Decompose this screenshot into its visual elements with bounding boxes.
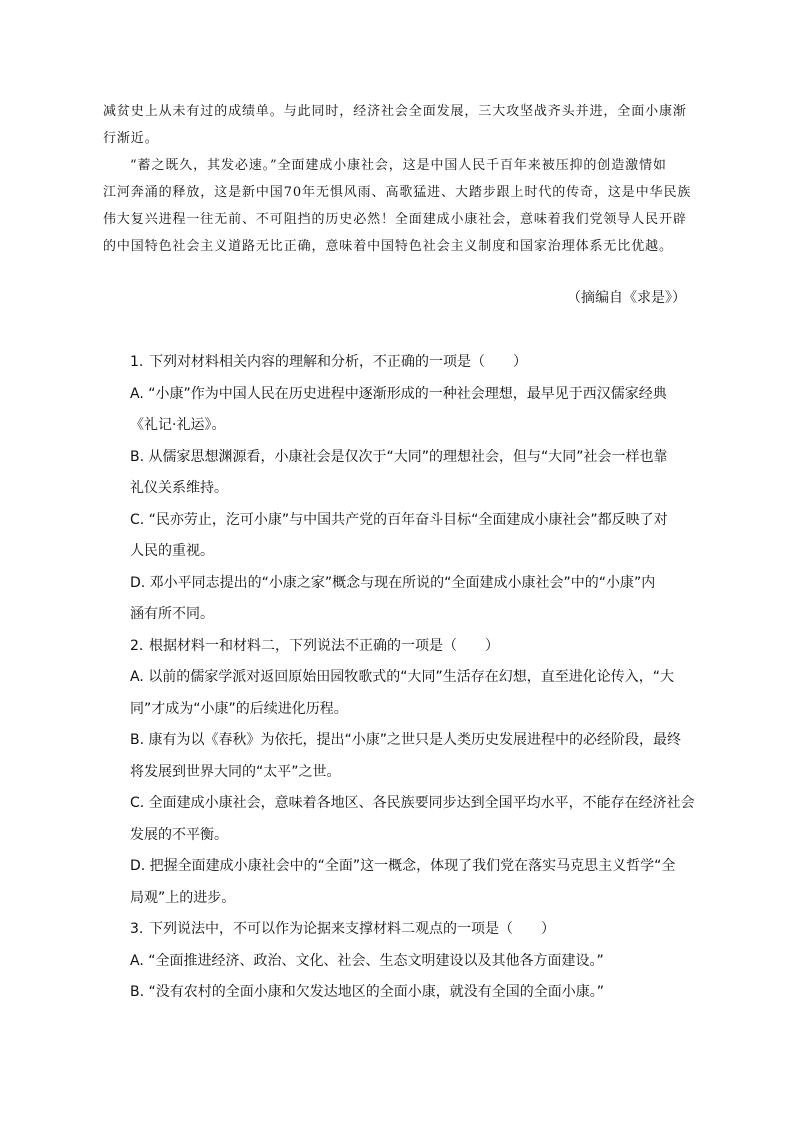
passage-line: “蓄之既久，其发必速。”全面建成小康社会，这是中国人民千百年来被压抑的创造激情如	[130, 158, 667, 173]
reading-passage	[103, 98, 693, 260]
option-line: D. 把握全面建成小康社会中的“全面”这一概念，体现了我们党在落实马克思主义哲学“全	[130, 858, 676, 874]
option-line: A. “小康”作为中国人民在历史进程中逐渐形成的一种社会理想，最早见于西汉儒家经典	[130, 385, 667, 402]
passage-paragraph	[103, 152, 693, 260]
option-line: A. 以前的儒家学派对返回原始田园牧歌式的“大同”生活存在幻想，直至进化论传入，“大	[130, 669, 674, 685]
question-number: 1.	[130, 354, 144, 370]
option-line: 涵有所不同。	[130, 606, 214, 622]
passage-line: 的中国特色社会主义道路无比正确，意味着中国特色社会主义制度和国家治理体系无比优越。	[103, 239, 673, 254]
option-line: 局观”上的进步。	[130, 889, 236, 906]
question-text: 下列对材料相关内容的理解和分析，不正确的一项是（ ）	[149, 354, 527, 370]
passage-line: 伟大复兴进程一往无前、不可阻挡的历史必然！全面建成小康社会，意味着我们党领导人民开辟	[103, 212, 687, 227]
option-line: B. 康有为以《春秋》为依托，提出“小康”之世只是人类历史发展进程中的必经阶段，最终	[130, 732, 682, 748]
passage-paragraph	[103, 98, 693, 152]
question-number: 3.	[130, 921, 144, 937]
passage-line: 江河奔涌的释放，这是新中国70年无惧风雨、高歌猛进、大踏步跟上时代的传奇，这是中华民族	[103, 185, 692, 200]
question-text: 下列说法中，不可以作为论据来支撑材料二观点的一项是（ ）	[149, 921, 555, 937]
option-line: A. “全面推进经济、政治、文化、社会、生态文明建设以及其他各方面建设。”	[130, 952, 604, 969]
question-stem	[130, 347, 696, 379]
option-line: 《礼记·礼运》。	[130, 417, 226, 433]
passage-line: 行渐近。	[103, 131, 159, 146]
option-line: D. 邓小平同志提出的“小康之家”概念与现在所说的“全面建成小康社会”中的“小康”内	[130, 574, 656, 591]
source-citation: （摘编自《求是》）	[567, 290, 686, 306]
option-line: C. “民亦劳止，汔可小康”与中国共产党的百年奋斗目标“全面建成小康社会”都反映了对	[130, 511, 668, 528]
option-line: C. 全面建成小康社会，意味着各地区、各民族要同步达到全国平均水平，不能存在经济社会	[130, 795, 695, 811]
passage-line: 减贫史上从未有过的成绩单。与此同时，经济社会全面发展，三大攻坚战齐头并进，全面小康渐	[103, 104, 687, 119]
option-line: B. “没有农村的全面小康和欠发达地区的全面小康，就没有全国的全面小康。”	[130, 984, 605, 1000]
option-line: B. 从儒家思想渊源看，小康社会是仅次于“大同”的理想社会，但与“大同”社会一样也靠	[130, 448, 668, 465]
question-number: 2.	[130, 637, 144, 654]
question-stem	[130, 914, 696, 946]
option-line: 将发展到世界大同的“太平”之世。	[130, 763, 341, 780]
question-text: 根据材料一和材料二，下列说法不正确的一项是（ ）	[149, 637, 499, 654]
option-line: 发展的不平衡。	[130, 826, 228, 843]
option-line: 同”才成为“小康”的后续进化历程。	[130, 700, 348, 717]
option-line: 人民的重视。	[130, 543, 214, 559]
question-stem	[130, 631, 696, 663]
option-line: 礼仪关系维持。	[130, 480, 228, 496]
question-list	[130, 347, 696, 1009]
